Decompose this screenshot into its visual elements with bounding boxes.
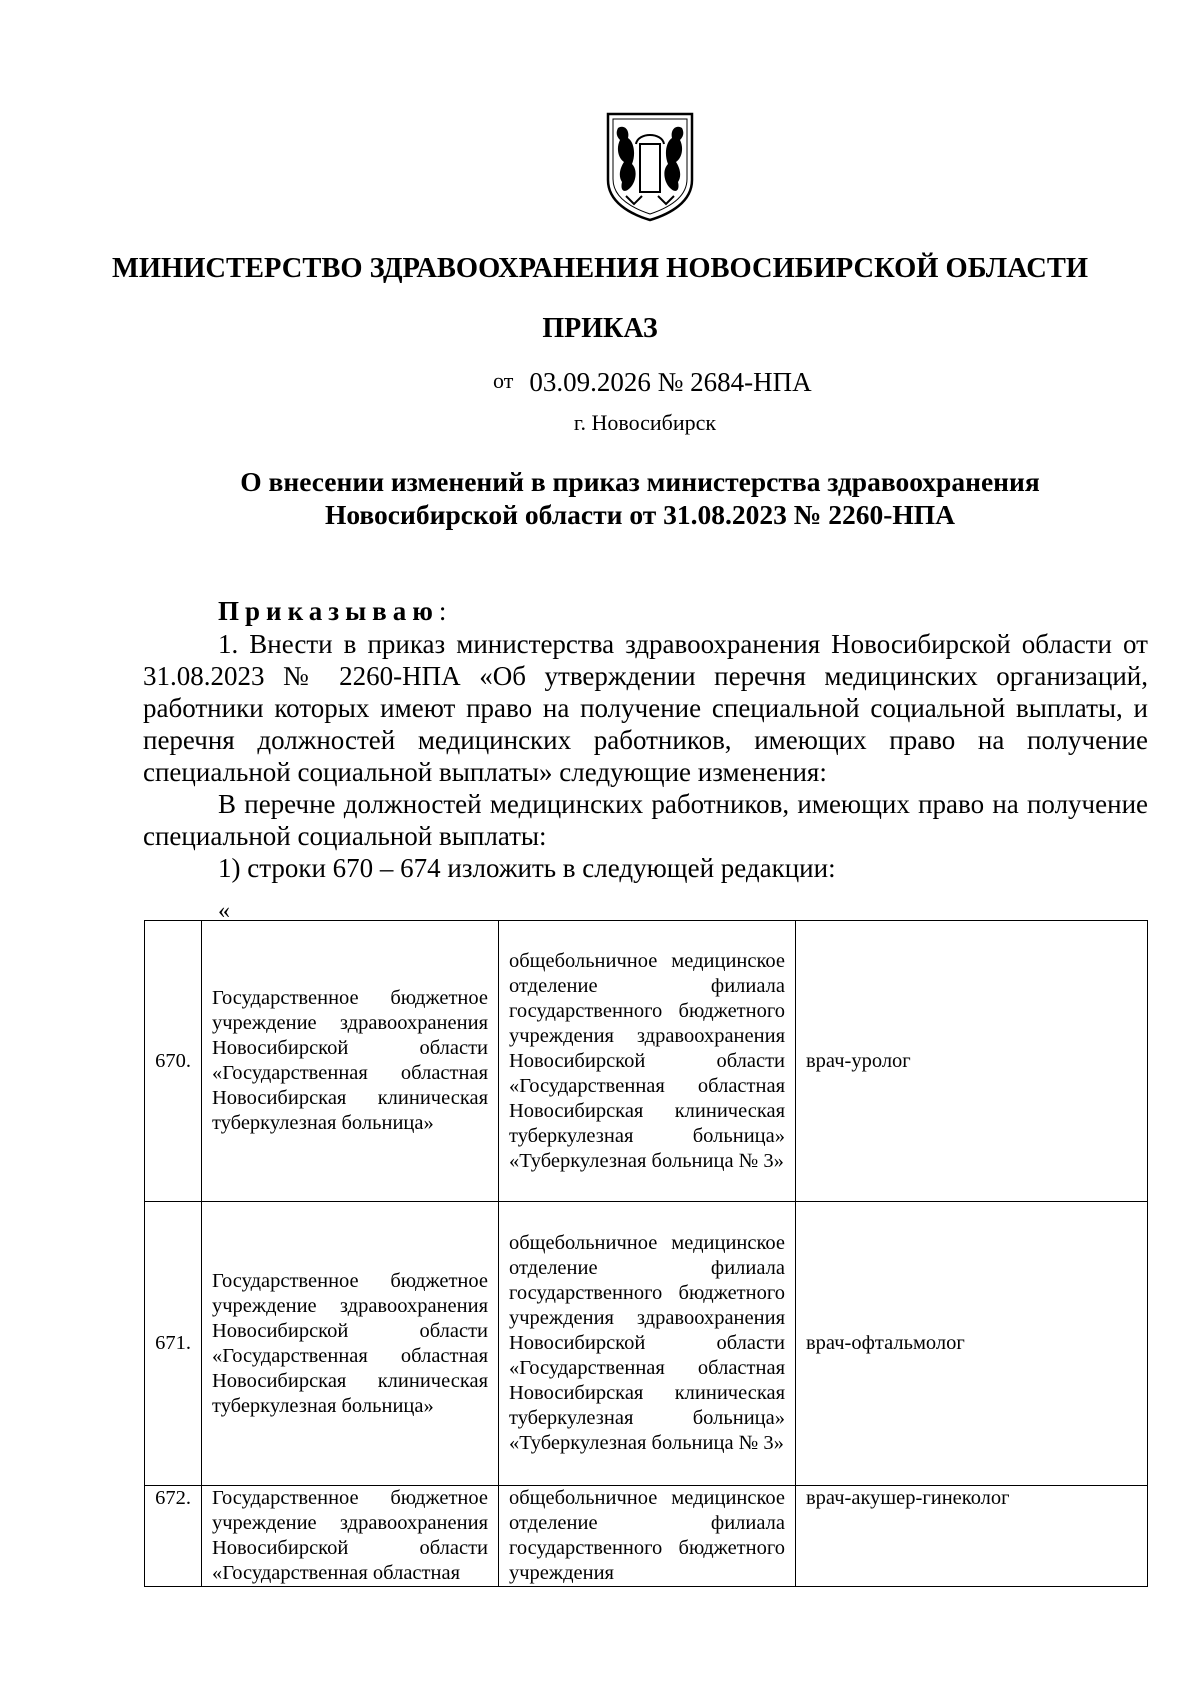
paragraph-3: 1) строки 670 – 674 изложить в следующей редакции: [218, 853, 836, 883]
table-row [145, 921, 1148, 1202]
position-cell: врач-уролог [796, 921, 1148, 1202]
date-line [493, 367, 812, 398]
date-number: 03.09.2026 № 2684-НПА [529, 367, 812, 397]
order-word-text: Приказываю [218, 596, 439, 626]
row-number: 671. [145, 1202, 202, 1486]
department-cell: общебольничное медицинское отделение филиала государственного бюджетного учреждения здравоохранения Новосибирской области «Государственная областная Новосибирская клиническая туберкулезная больница» «Туберкулезная больница № 3» [499, 1202, 796, 1486]
order-word [218, 596, 446, 627]
order-word-colon: : [438, 596, 447, 626]
paragraph-1: 1. Внести в приказ министерства здравоохранения Новосибирской области от 31.08.2023 № 2260-НПА «Об утверждении перечня медицинских организаций, работники которых имеют право на получение специальной социальной выплаты, и перечня должностей медицинских работников, имеющих право на получение специальной социальной выплаты» следующие изменения: [143, 629, 1148, 787]
date-prefix: от [493, 368, 514, 393]
table-row [145, 1486, 1148, 1587]
position-cell: врач-офтальмолог [796, 1202, 1148, 1486]
document-type: ПРИКАЗ [542, 313, 658, 344]
position-cell: врач-акушер-гинеколог [796, 1486, 1148, 1587]
organization-cell: Государственное бюджетное учреждение здравоохранения Новосибирской области «Государственная областная [202, 1486, 499, 1587]
department-cell: общебольничное медицинское отделение филиала государственного бюджетного учреждения [499, 1486, 796, 1587]
organization-cell: Государственное бюджетное учреждение здравоохранения Новосибирской области «Государственная областная Новосибирская клиническая туберкулезная больница» [202, 921, 499, 1202]
open-quote: « [218, 898, 230, 924]
ministry-name: МИНИСТЕРСТВО ЗДРАВООХРАНЕНИЯ НОВОСИБИРСКОЙ ОБЛАСТИ [111, 253, 1088, 284]
document-body [143, 628, 1148, 884]
coat-of-arms-icon [604, 110, 696, 222]
city: г. Новосибирск [573, 410, 717, 435]
paragraph-2: В перечне должностей медицинских работников, имеющих право на получение специальной социальной выплаты: [143, 789, 1148, 851]
subject-line-1: О внесении изменений в приказ министерства здравоохранения [240, 466, 1040, 497]
table-row [145, 1202, 1148, 1486]
subject-line-2: Новосибирской области от 31.08.2023 № 2260-НПА [324, 499, 956, 530]
organization-cell: Государственное бюджетное учреждение здравоохранения Новосибирской области «Государственная областная Новосибирская клиническая туберкулезная больница» [202, 1202, 499, 1486]
positions-table [144, 920, 1148, 1587]
row-number: 672. [145, 1486, 202, 1587]
document-subject [140, 465, 1140, 531]
row-number: 670. [145, 921, 202, 1202]
department-cell: общебольничное медицинское отделение филиала государственного бюджетного учреждения здравоохранения Новосибирской области «Государственная областная Новосибирская клиническая туберкулезная больница» «Туберкулезная больница № 3» [499, 921, 796, 1202]
